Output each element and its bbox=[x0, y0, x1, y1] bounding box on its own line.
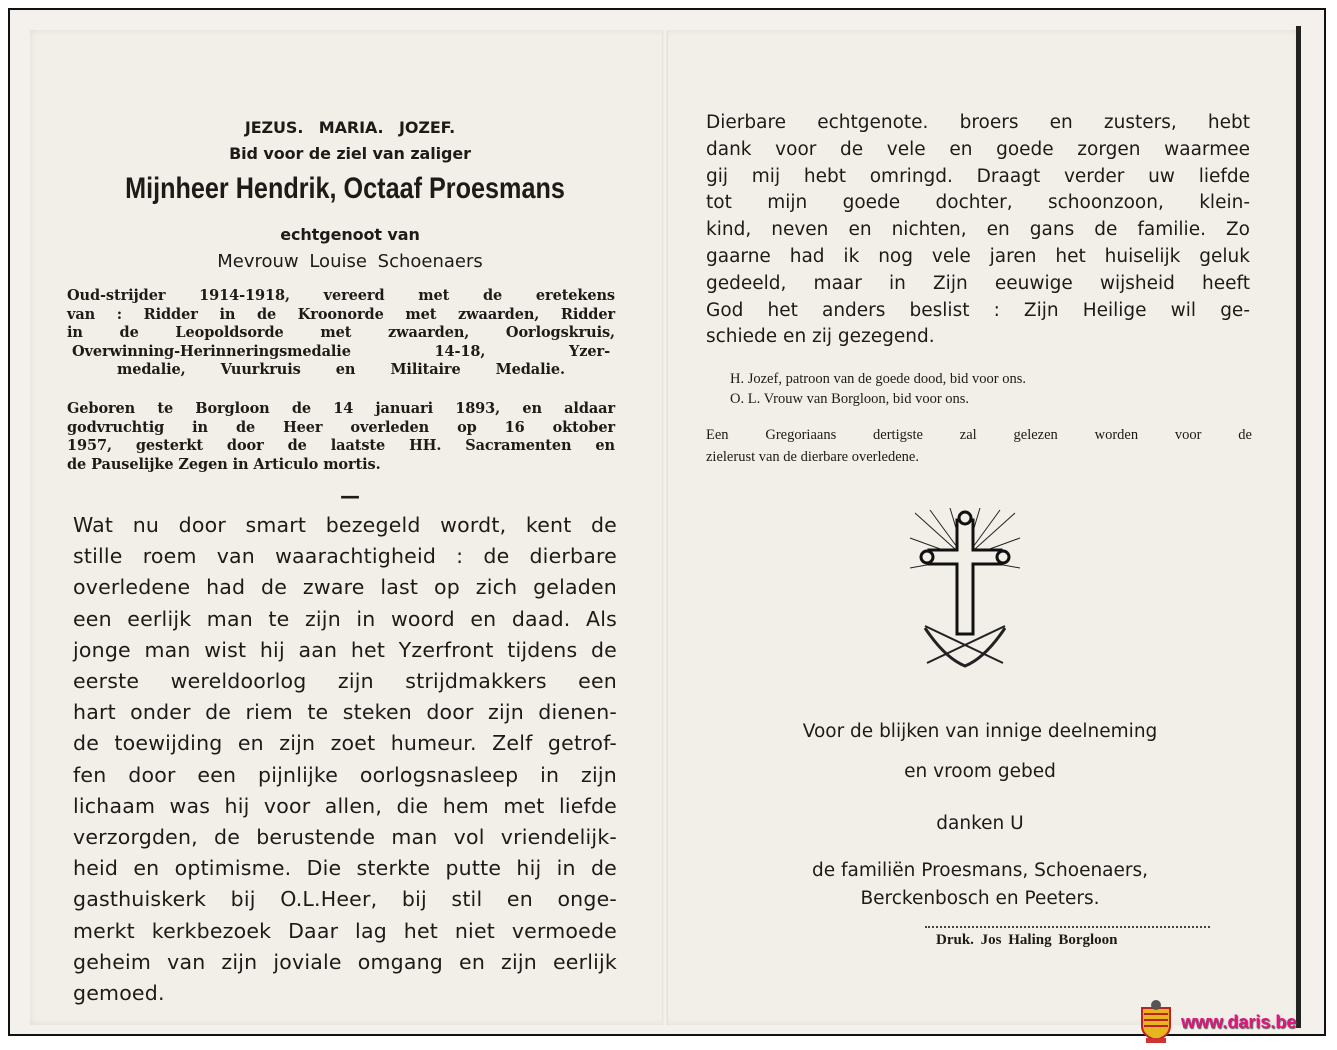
farewell-line: schiede en zij gezegend. bbox=[706, 326, 935, 348]
farewell-line: gij mij hebt omringd. Draagt verder uw liefde bbox=[706, 165, 1250, 187]
cross-icon bbox=[905, 508, 1025, 668]
eulogy-line: geheim van zijn joviale omgang en zijn eerlijk bbox=[73, 949, 617, 974]
honours-line: Oud-strijder 1914-1918, vereerd met de eretekens bbox=[67, 287, 615, 304]
eulogy-line: gasthuiskerk bij O.L.Heer, bij stil en onge- bbox=[73, 887, 617, 912]
eulogy-line: jonge man wist hij aan het Yzerfront tijdens de bbox=[73, 637, 617, 662]
dotted-rule bbox=[925, 926, 1210, 928]
farewell-line: tot mijn goede dochter, schoonzoon, klein- bbox=[706, 192, 1250, 214]
eulogy-line: heid en optimisme. Die sterkte putte hij in de bbox=[73, 856, 617, 881]
farewell-line: gedeeld, maar in Zijn eeuwige wijsheid heeft bbox=[706, 272, 1250, 294]
spouse-label: echtgenoot van bbox=[280, 225, 420, 244]
thanks-line: en vroom gebed bbox=[904, 761, 1056, 782]
thanks-line: Voor de blijken van innige deelneming bbox=[802, 721, 1158, 742]
eulogy-line: merkt kerkbezoek Daar lag het niet vermoede bbox=[73, 918, 617, 943]
honours-line: medalie, Vuurkruis en Militaire Medalie. bbox=[117, 361, 565, 378]
eulogy-line: de toewijding en zijn zoet humeur. Zelf getrof- bbox=[73, 731, 617, 756]
eulogy-line: verzorgden, de berustende man vol vriendelijk- bbox=[73, 825, 617, 849]
honours-line: in de Leopoldsorde met zwaarden, Oorlogskruis, bbox=[67, 324, 615, 341]
dates-line: de Pauselijke Zegen in Articulo mortis. bbox=[67, 455, 381, 473]
invocation-line: H. Jozef, patroon van de goede dood, bid voor ons. bbox=[730, 371, 1026, 387]
farewell-line: God het anders beslist : Zijn Heilige wil ge- bbox=[706, 299, 1250, 321]
mass-line: Een Gregoriaans dertigste zal gelezen worden voor de bbox=[706, 427, 1252, 443]
eulogy-line: Wat nu door smart bezegeld wordt, kent de bbox=[73, 513, 617, 537]
printer: Druk. Jos Haling Borgloon bbox=[936, 932, 1118, 948]
card-fold bbox=[662, 30, 668, 1025]
deceased-name: Mijnheer Hendrik, Octaaf Proesmans bbox=[125, 172, 565, 205]
farewell-line: kind, neven en nichten, en gans de familie. Zo bbox=[706, 219, 1250, 241]
watermark-site: www.daris.be bbox=[1181, 1012, 1297, 1032]
dates-line: Geboren te Borgloon de 14 januari 1893, en aldaar bbox=[67, 400, 615, 417]
mass-line: zielerust van de dierbare overledene. bbox=[706, 449, 919, 465]
honours-line: van : Ridder in de Kroonorde met zwaarden, Ridder bbox=[67, 305, 615, 323]
card-edge bbox=[1296, 26, 1301, 1028]
spouse-name: Mevrouw Louise Schoenaers bbox=[217, 251, 483, 272]
eulogy-line: hart onder de riem te steken door zijn dienen- bbox=[73, 700, 617, 725]
honours-line: Overwinning-Herinneringsmedalie 14-18, Yzer- bbox=[72, 342, 610, 360]
separator: — bbox=[340, 484, 360, 508]
eulogy-line: overledene had de zware last op zich geladen bbox=[73, 575, 617, 600]
eulogy-line: eerste wereldoorlog zijn strijdmakkers een bbox=[73, 669, 617, 693]
dates-line: 1957, gesterkt door de laatste HH. Sacramenten en bbox=[67, 437, 615, 454]
thanks-line: de familiën Proesmans, Schoenaers, bbox=[811, 860, 1149, 881]
prayer-intro: Bid voor de ziel van zaliger bbox=[229, 144, 471, 163]
eulogy-line: stille roem van waarachtigheid : de dierbare bbox=[73, 544, 617, 569]
coat-of-arms-logo bbox=[1134, 998, 1178, 1044]
farewell-line: gaarne had ik nog vele jaren het huiselijk geluk bbox=[706, 246, 1250, 267]
eulogy-line: gemoed. bbox=[73, 981, 165, 1005]
thanks-line: Berckenbosch en Peeters. bbox=[860, 888, 1100, 909]
farewell-line: dank voor de vele en goede zorgen waarmee bbox=[706, 138, 1250, 160]
farewell-line: Dierbare echtgenote. broers en zusters, hebt bbox=[706, 112, 1250, 133]
dates-line: godvruchtig in de Heer overleden op 16 oktober bbox=[67, 418, 615, 436]
eulogy-line: lichaam was hij voor allen, die hem met liefde bbox=[73, 793, 617, 818]
thanks-line: danken U bbox=[936, 813, 1024, 834]
eulogy-line: een eerlijk man te zijn in woord en daad. Als bbox=[73, 606, 617, 631]
eulogy-line: fen door een pijnlijke oorlogsnasleep in zijn bbox=[73, 762, 617, 787]
invocation-line: O. L. Vrouw van Borgloon, bid voor ons. bbox=[730, 391, 970, 407]
invocation: JEZUS. MARIA. JOZEF. bbox=[244, 118, 456, 137]
